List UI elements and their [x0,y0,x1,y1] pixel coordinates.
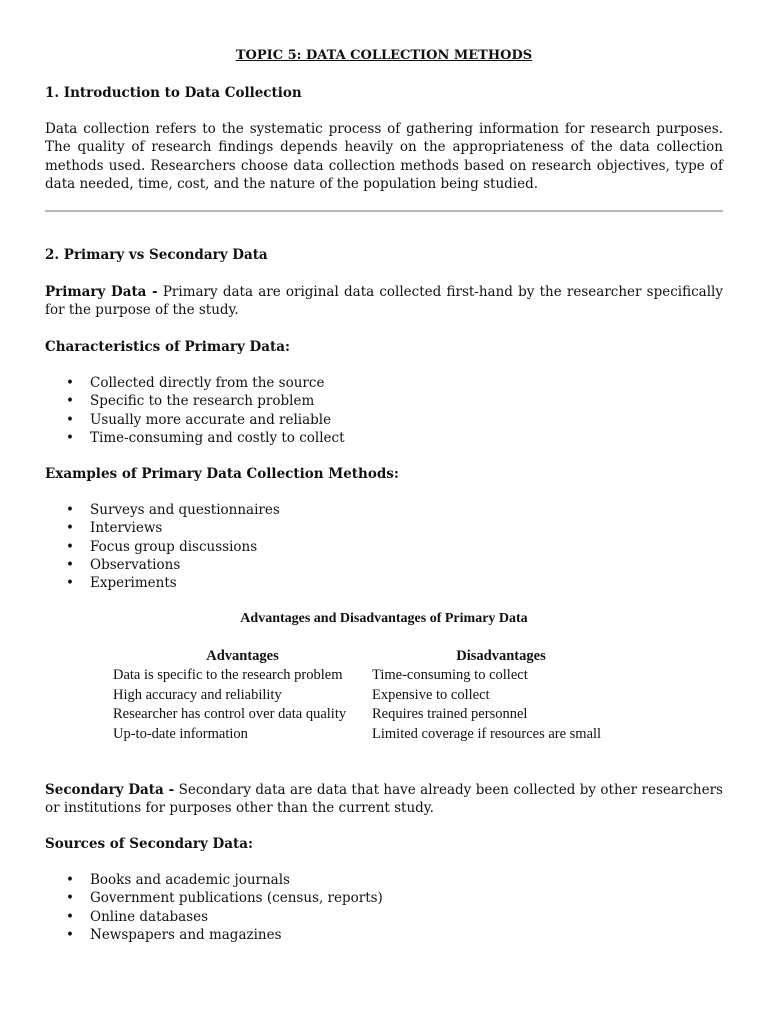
primary-characteristics-heading: Characteristics of Primary Data: [45,339,290,355]
list-item: • Specific to the research problem [66,393,315,410]
primary-data-definition [45,283,723,320]
primary-data-term: Primary Data - [45,284,158,300]
secondary-sources-heading: Sources of Secondary Data: [45,836,253,852]
table-row [113,705,630,725]
bullet-icon: • [66,872,74,888]
list-item: • Books and academic journals [66,872,290,888]
bullet-icon: • [66,520,74,537]
bullet-icon: • [66,890,74,907]
primary-examples-list [45,501,280,592]
list-item: • Usually more accurate and reliable [66,411,332,428]
section-heading-primary-vs-secondary: 2. Primary vs Secondary Data [45,247,268,263]
bullet-icon: • [66,375,74,391]
bullet-icon: • [66,556,74,573]
bullet-icon: • [66,502,74,518]
bullet-icon: • [66,926,74,943]
secondary-sources-list [45,871,383,944]
table-cell: Up-to-date information [113,726,248,743]
bullet-icon: • [66,575,74,592]
list-item: • Time-consuming and costly to collect [66,429,345,446]
advantages-disadvantages-table [113,646,630,745]
document-title: TOPIC 5: DATA COLLECTION METHODS [235,48,533,63]
list-item: • Interviews [66,520,163,537]
table-cell: High accuracy and reliability [113,686,282,703]
secondary-data-definition-text: Secondary data are data that have already been collected by other researchers or institutions for purposes other than the current study. [45,782,723,817]
section-heading-introduction: 1. Introduction to Data Collection [45,85,302,101]
table-row [113,666,630,686]
list-item: • Government publications (census, reports) [66,890,383,907]
secondary-data-term: Secondary Data - [45,782,175,798]
column-header-advantages: Advantages [206,648,279,664]
list-item: • Surveys and questionnaires [66,502,280,518]
table-cell: Data is specific to the research problem [113,667,343,683]
table-cell: Requires trained personnel [372,706,528,723]
list-item: • Newspapers and magazines [66,926,282,943]
column-header-disadvantages: Disadvantages [456,648,546,664]
table-cell: Researcher has control over data quality [113,706,347,723]
table-cell: Limited coverage if resources are small [372,726,602,743]
list-item: • Online databases [66,908,209,925]
section-divider [45,210,723,212]
table-row [113,686,630,706]
bullet-icon: • [66,411,74,428]
table-caption: Advantages and Disadvantages of Primary Data [240,611,528,626]
bullet-icon: • [66,538,74,555]
bullet-icon: • [66,908,74,925]
list-item: • Collected directly from the source [66,375,325,391]
table-cell: Time-consuming to collect [372,667,528,683]
secondary-data-definition [45,781,723,818]
table-header-row [113,646,630,666]
table-cell: Expensive to collect [372,686,490,703]
bullet-icon: • [66,393,74,410]
table-row [113,725,630,745]
list-item: • Experiments [66,575,177,592]
list-item: • Focus group discussions [66,538,258,555]
primary-data-definition-text: Primary data are original data collected first-hand by the researcher specifically for the purpose of the study. [45,284,723,319]
list-item: • Observations [66,556,181,573]
primary-examples-heading: Examples of Primary Data Collection Methods: [45,466,399,482]
primary-characteristics-list [45,374,345,447]
introduction-paragraph: Data collection refers to the systematic process of gathering information for research purposes. The quality of research findings depends heavily on the appropriateness of the data collection methods used. Researchers choose data collection methods based on research objectives, type of data needed, time, cost, and the nature of the population being studied. [45,121,723,192]
bullet-icon: • [66,429,74,446]
